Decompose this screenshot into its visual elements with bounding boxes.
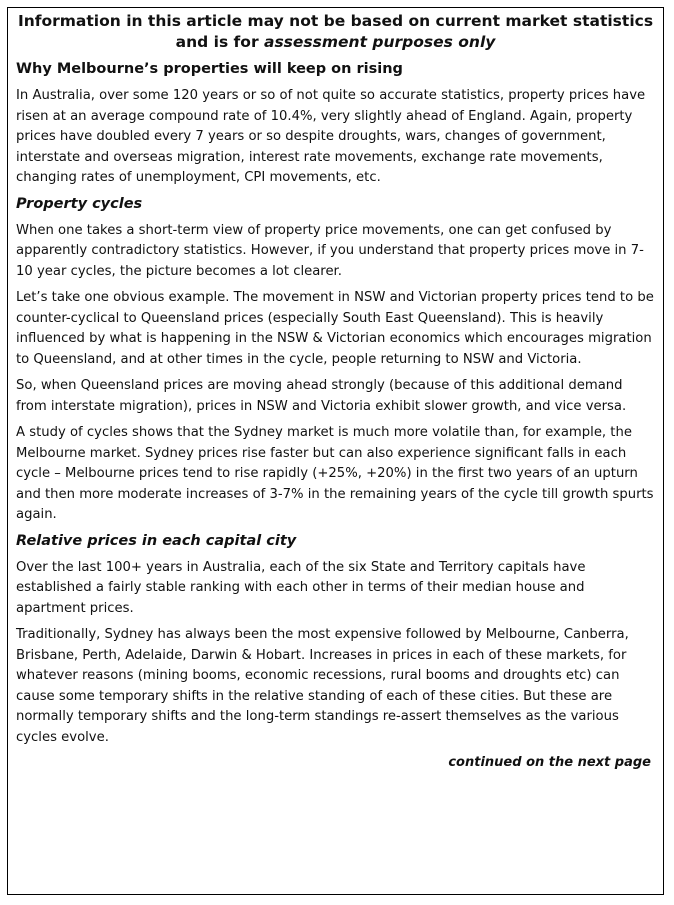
section-heading-property-cycles: Property cycles	[16, 195, 143, 212]
disclaimer-text: Information in this article may not be based on current market statistics and is for	[17, 12, 654, 51]
paragraph: So, when Queensland prices are moving ahead strongly (because of this additional demand from interstate migration), prices in NSW and Victoria exhibit slower growth, and vice versa.	[16, 378, 627, 414]
article-frame	[7, 7, 664, 895]
paragraph: Over the last 100+ years in Australia, each of the six State and Territory capitals have established a fairly stable ranking with each other in terms of their median house and apartment prices.	[16, 559, 586, 616]
disclaimer-emphasis: assessment purposes only	[264, 33, 496, 51]
section-heading-relative-prices: Relative prices in each capital city	[16, 532, 297, 549]
paragraph: Traditionally, Sydney has always been the most expensive followed by Melbourne, Canberra, Brisbane, Perth, Adelaide, Darwin & Hobart. Increases in prices in each of these markets, for whatever reasons (mining booms, economic recessions, rural booms and droughts etc) can cause some temporary shifts in the relative standing of each of these cities. But these are normally temporary shifts and the long-term standings re-assert themselves as the various cycles evolve.	[16, 627, 629, 745]
paragraph: A study of cycles shows that the Sydney market is much more volatile than, for example, the Melbourne market. Sydney prices rise faster but can also experience significant falls in each cycle – Melbourne prices tend to rise rapidly (+25%, +20%) in the first two years of an upturn and then more moderate increases of 3-7% in the remaining years of the cycle till growth spurts again.	[16, 425, 654, 522]
disclaimer-banner	[16, 11, 655, 53]
section-heading-melbourne: Why Melbourne’s properties will keep on rising	[16, 61, 403, 77]
paragraph: Let’s take one obvious example. The movement in NSW and Victorian property prices tend to be counter-cyclical to Queensland prices (especially South East Queensland). This is heavily influenced by what is happening in the NSW & Victorian economics which encourages migration to Queensland, and at other times in the cycle, people returning to NSW and Victoria.	[16, 290, 654, 367]
continued-note: continued on the next page	[448, 755, 651, 770]
paragraph: In Australia, over some 120 years or so of not quite so accurate statistics, property prices have risen at an average compound rate of 10.4%, very slightly ahead of England. Again, property prices have doubled every 7 years or so despite droughts, wars, changes of government, interstate and overseas migration, interest rate movements, exchange rate movements, changing rates of unemployment, CPI movements, etc.	[16, 88, 646, 185]
paragraph: When one takes a short-term view of property price movements, one can get confused by apparently contradictory statistics. However, if you understand that property prices move in 7-10 year cycles, the picture becomes a lot clearer.	[16, 222, 644, 279]
